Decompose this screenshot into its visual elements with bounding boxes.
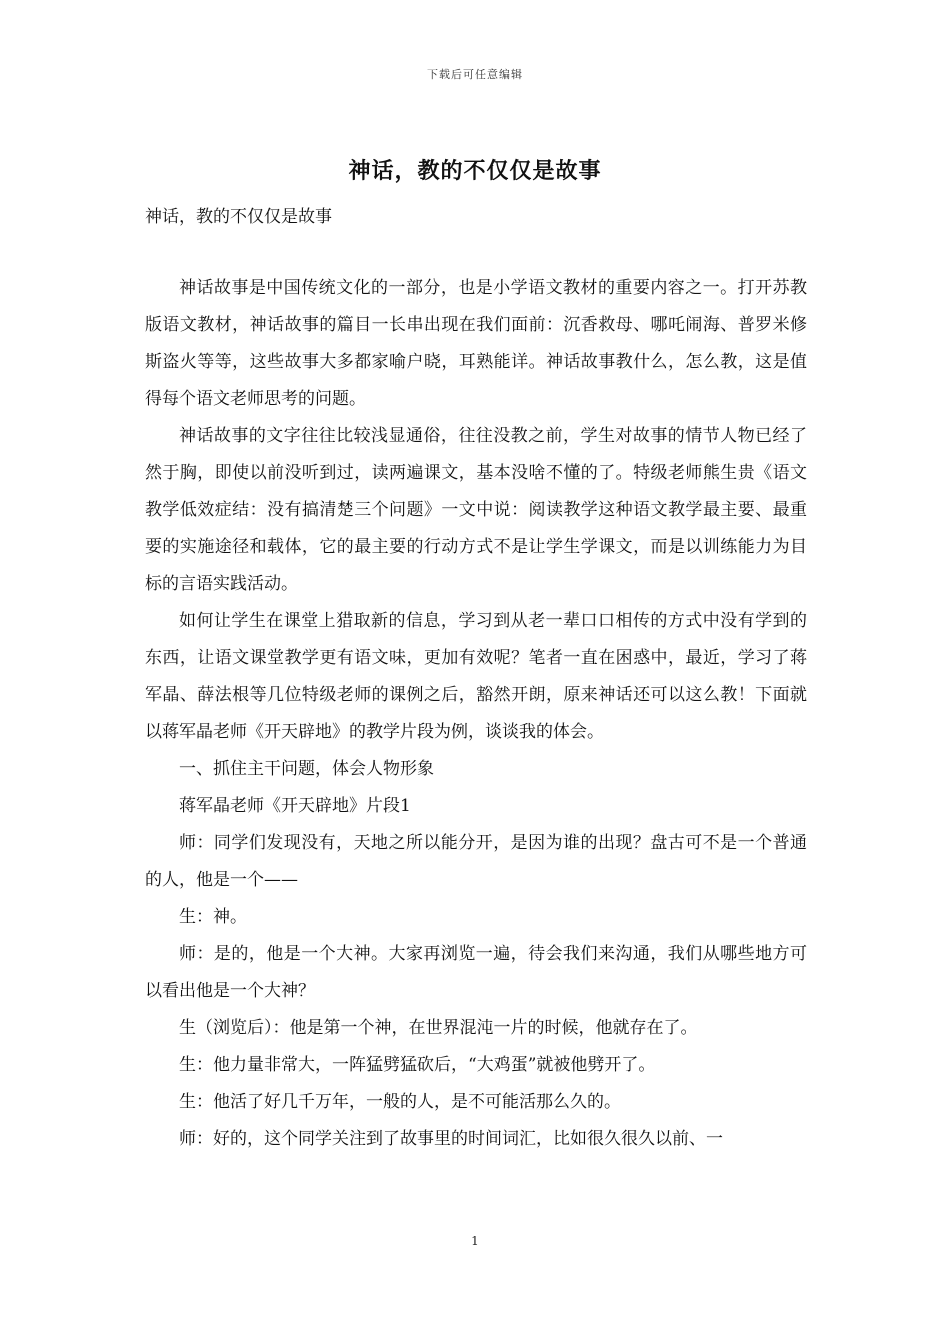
page-header-note: 下载后可任意编辑	[427, 68, 523, 81]
dialogue-line: 师：好的，这个同学关注到了故事里的时间词汇，比如很久很久以前、一	[179, 1129, 723, 1149]
section-heading: 一、抓住主干问题，体会人物形象	[179, 759, 434, 779]
paragraph: 神话故事是中国传统文化的一部分，也是小学语文教材的重要内容之一。打开苏教版语文教材，神话故事的篇目一长串出现在我们面前：沉香救母、哪吒闹海、普罗米修斯盗火等等，这些故事大多都家喻户晓，耳熟能详。神话故事教什么，怎么教，这是值得每个语文老师思考的问题。	[145, 278, 807, 409]
dialogue-line: 生：他力量非常大，一阵猛劈猛砍后，“大鸡蛋”就被他劈开了。	[179, 1055, 656, 1075]
dialogue-line: 师：同学们发现没有，天地之所以能分开，是因为谁的出现？盘古可不是一个普通的人，他是一个——	[145, 833, 807, 890]
paragraph: 如何让学生在课堂上猎取新的信息，学习到从老一辈口口相传的方式中没有学到的东西，让语文课堂教学更有语文味，更加有效呢？笔者一直在困惑中，最近，学习了蒋军晶、薛法根等几位特级老师的课例之后，豁然开朗，原来神话还可以这么教！下面就以蒋军晶老师《开天辟地》的教学片段为例，谈谈我的体会。	[145, 611, 807, 742]
document-subtitle: 神话，教的不仅仅是故事	[145, 207, 332, 227]
dialogue-line: 生：他活了好几千万年，一般的人，是不可能活那么久的。	[179, 1092, 621, 1112]
dialogue-line: 生（浏览后）：他是第一个神，在世界混沌一片的时候，他就存在了。	[179, 1018, 698, 1038]
document-body	[145, 270, 807, 1158]
paragraph: 神话故事的文字往往比较浅显通俗，往往没教之前，学生对故事的情节人物已经了然于胸，即使以前没听到过，读两遍课文，基本没啥不懂的了。特级老师熊生贵《语文教学低效症结：没有搞清楚三个问题》一文中说：阅读教学这种语文教学最主要、最重要的实施途径和载体，它的最主要的行动方式不是让学生学课文，而是以训练能力为目标的言语实践活动。	[145, 426, 807, 594]
page-number: 1	[471, 1234, 479, 1248]
dialogue-line: 师：是的，他是一个大神。大家再浏览一遍，待会我们来沟通，我们从哪些地方可以看出他是一个大神？	[145, 944, 807, 1001]
dialogue-line: 生：神。	[179, 907, 247, 927]
document-title: 神话，教的不仅仅是故事	[348, 158, 602, 184]
excerpt-label: 蒋军晶老师《开天辟地》片段1	[179, 796, 411, 816]
